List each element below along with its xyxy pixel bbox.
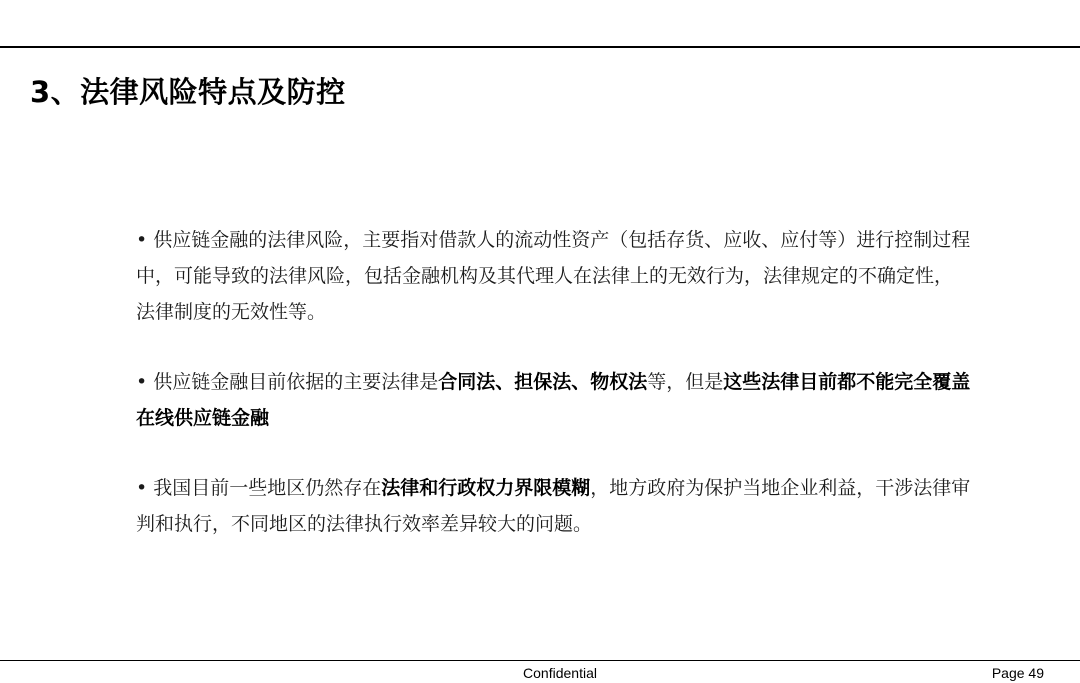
slide-content (136, 222, 971, 576)
bullet-marker: • (136, 477, 154, 499)
bullet-item (136, 222, 971, 330)
slide-title: 3、法律风险特点及防控 (30, 75, 346, 109)
bullet-text: 等，但是 (647, 371, 724, 393)
page-number: Page 49 (991, 665, 1044, 681)
footer-divider (0, 660, 1080, 661)
bullet-text-emphasis: 这些法律目前都不能完全覆盖在线供应链金融 (136, 371, 971, 429)
bullet-marker: • (136, 371, 154, 393)
bullet-marker: • (136, 229, 154, 251)
bullet-text: 供应链金融目前依据的主要法律是 (153, 371, 439, 393)
bullet-text: ，地方政府为保护当地企业利益，干涉法律审判和执行，不同地区的法律执行效率差异较大的问题。 (136, 477, 971, 535)
bullet-text-emphasis: 合同法、担保法、物权法 (438, 371, 648, 393)
confidential-label: Confidential (523, 665, 597, 681)
bullet-item (136, 364, 971, 436)
bullet-text: 供应链金融的法律风险，主要指对借款人的流动性资产（包括存货、应收、应付等）进行控制过程中，可能导致的法律风险，包括金融机构及其代理人在法律上的无效行为，法律规定的不确定性，法律制度的无效性等。 (136, 229, 971, 323)
bullet-text: 我国目前一些地区仍然存在 (153, 477, 382, 499)
header-divider (0, 46, 1080, 48)
bullet-text-emphasis: 法律和行政权力界限模糊 (381, 477, 591, 499)
bullet-item (136, 470, 971, 542)
